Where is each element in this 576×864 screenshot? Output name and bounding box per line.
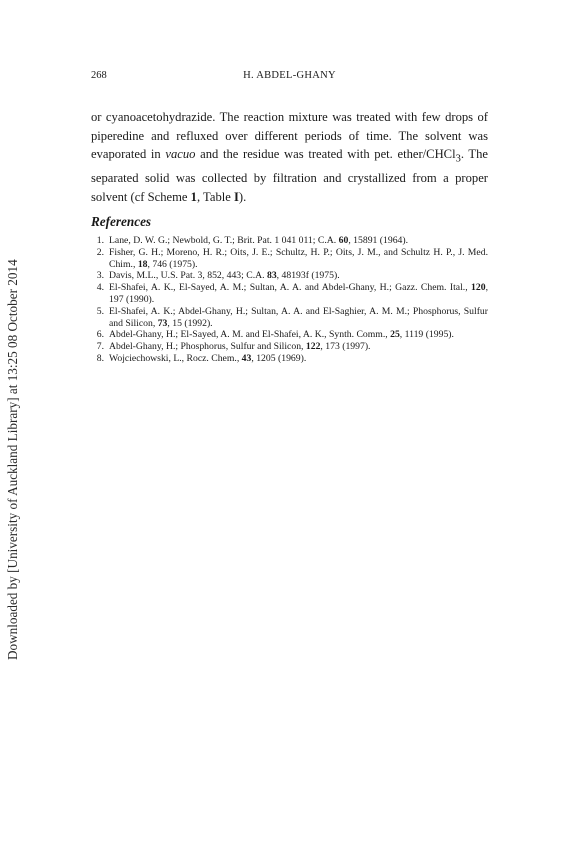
reference-item (91, 329, 488, 341)
reference-text: Abdel-Ghany, H.; Phosphorus, Sulfur and Silicon, 122, 173 (1997). (109, 341, 371, 353)
page-number: 268 (91, 70, 107, 81)
reference-item (91, 270, 488, 282)
reference-number: 8. (96, 352, 104, 364)
references-list (91, 235, 488, 365)
reference-item (91, 235, 488, 247)
paragraph-text (91, 108, 488, 206)
download-watermark (5, 210, 23, 660)
text-run: . The separated solid was collected by filtration and crystallized from a proper solvent (cf Scheme (91, 147, 488, 204)
running-head: H. ABDEL-GHANY (243, 70, 336, 81)
reference-text: Davis, M.L., U.S. Pat. 3, 852, 443; C.A. 83, 48193f (1975). (109, 270, 340, 282)
text-run-bold: I (233, 189, 239, 204)
reference-text: Lane, D. W. G.; Newbold, G. T.; Brit. Pat. 1 041 011; C.A. 60, 15891 (1964). (109, 235, 409, 246)
download-watermark-text: Downloaded by [University of Auckland Library] at 13:25 08 October 2014 (5, 259, 20, 660)
reference-text: Abdel-Ghany, H.; El-Sayed, A. M. and El-Shafei, A. K., Synth. Comm., 25, 1119 (1995). (109, 329, 454, 341)
reference-number: 1. (96, 235, 104, 246)
reference-number: 7. (96, 341, 104, 353)
reference-item (91, 247, 488, 271)
references-heading: References (91, 214, 152, 229)
reference-text: Fisher, G. H.; Moreno, H. R.; Oits, J. E.; Schultz, H. P.; Oits, J. M., and Schultz H. P., J. Med. Chim., 18, 746 (1975). (109, 246, 488, 270)
body-paragraph (91, 108, 488, 206)
text-run: and the residue was treated with pet. ether/CHCl (195, 147, 456, 161)
text-run-subscript: 3 (455, 153, 461, 165)
reference-item (91, 341, 488, 353)
reference-item (91, 353, 488, 365)
reference-item (91, 306, 488, 330)
reference-number: 4. (96, 282, 104, 294)
reference-number: 3. (96, 270, 104, 282)
reference-number: 2. (96, 246, 104, 258)
text-run-bold: 1 (190, 189, 197, 204)
reference-number: 5. (96, 305, 104, 317)
reference-text: El-Shafei, A. K., El-Sayed, A. M.; Sultan, A. A. and Abdel-Ghany, H.; Gazz. Chem. Ital., 120, 197 (1990). (109, 282, 488, 305)
text-run: or cyanoacetohydrazide. The reaction mixture was treated with few drops of piperedine and refluxed over different periods of time. The solvent was evaporated in (91, 110, 488, 161)
reference-text: Wojciechowski, L., Rocz. Chem., 43, 1205 (1969). (109, 352, 307, 364)
reference-item (91, 282, 488, 306)
text-run: , Table (196, 189, 234, 204)
reference-number: 6. (96, 329, 104, 341)
reference-text: El-Shafei, A. K.; Abdel-Ghany, H.; Sultan, A. A. and El-Saghier, A. M. M.; Phosphorus, Sulfur and Silicon, 73, 15 (1992). (109, 305, 488, 329)
text-run: ). (238, 189, 247, 204)
text-run-italic: vacuo (165, 147, 196, 161)
